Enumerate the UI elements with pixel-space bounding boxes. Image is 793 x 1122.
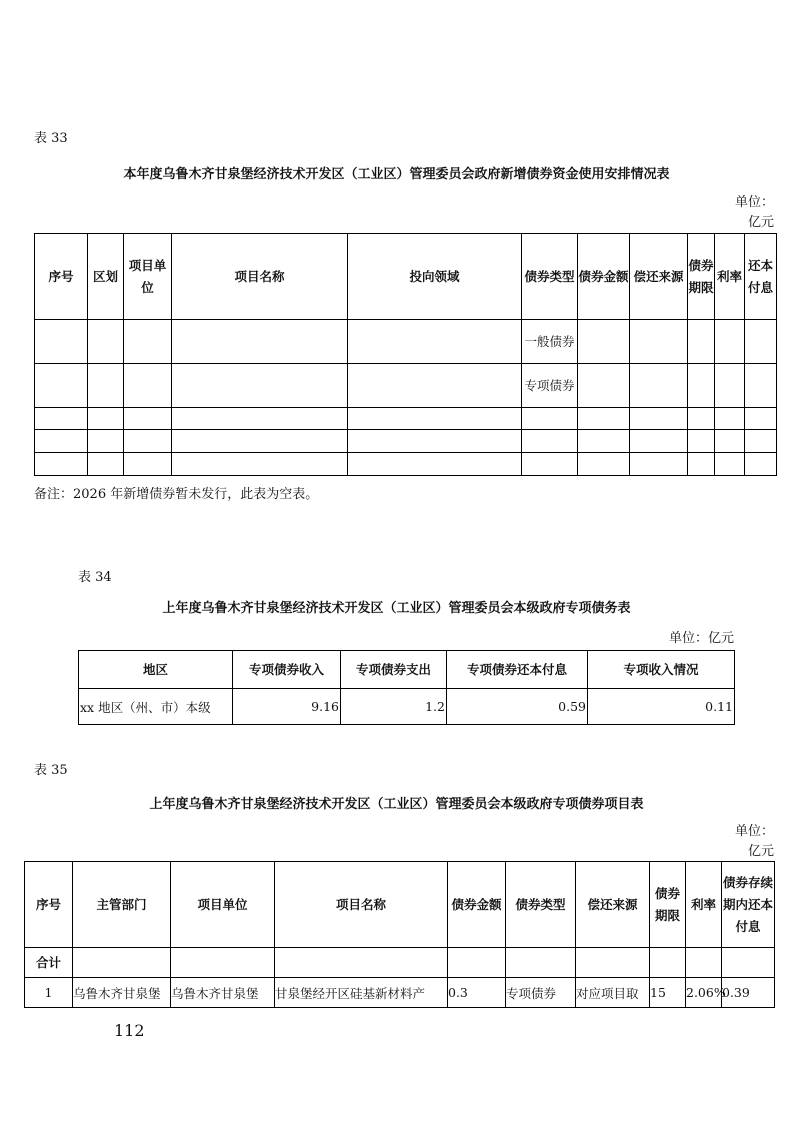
- table-cell: [348, 408, 522, 430]
- table33-header-term: 债券期限: [688, 234, 715, 320]
- table-cell: 1.2: [341, 689, 447, 725]
- table-cell: [630, 430, 688, 453]
- table35-header-amount: 债券金额: [448, 862, 506, 948]
- table33-header-rate: 利率: [715, 234, 745, 320]
- table33-title: 本年度乌鲁木齐甘泉堡经济技术开发区（工业区）管理委员会政府新增债券资金使用安排情况表: [123, 167, 670, 182]
- table33-label: 表 33: [34, 131, 68, 146]
- table-cell: [73, 948, 171, 978]
- table-cell: 0.11: [588, 689, 735, 725]
- table35-header-row: [25, 862, 775, 948]
- table-cell: 0.39: [722, 978, 775, 1008]
- table33-note: 备注：2026 年新增债券暂未发行，此表为空表。: [34, 487, 319, 502]
- table35-label: 表 35: [34, 763, 68, 778]
- table-row: [35, 453, 777, 476]
- table-cell: [88, 320, 124, 364]
- table-cell: [522, 408, 578, 430]
- table-cell: [686, 948, 722, 978]
- table-cell: [722, 948, 775, 978]
- table-cell: 乌鲁木齐甘泉堡: [171, 978, 275, 1008]
- table34-label: 表 34: [78, 570, 112, 585]
- table35-header-department: 主管部门: [73, 862, 171, 948]
- table-cell: [578, 408, 630, 430]
- table-cell: 0.3: [448, 978, 506, 1008]
- table-cell: [124, 453, 172, 476]
- table34-header-repay: 专项债券还本付息: [447, 651, 588, 689]
- table-cell: [688, 453, 715, 476]
- table34-header-region: 地区: [79, 651, 233, 689]
- table-cell: 1: [25, 978, 73, 1008]
- table-cell: [124, 430, 172, 453]
- table33-header-repay: 还本付息: [745, 234, 777, 320]
- table-cell: [124, 320, 172, 364]
- table-cell: [172, 320, 348, 364]
- table-cell: [35, 453, 88, 476]
- table-cell: [88, 408, 124, 430]
- table-cell: [35, 408, 88, 430]
- table33-unit: [735, 193, 774, 233]
- table35-total-label: 合计: [25, 948, 73, 978]
- table-cell: [348, 430, 522, 453]
- table-cell: [715, 430, 745, 453]
- table-cell: 专项债券: [522, 364, 578, 408]
- table33-unit-line1: 单位：: [734, 195, 774, 210]
- table33: [34, 233, 777, 476]
- table-cell: [688, 320, 715, 364]
- table-cell: [88, 430, 124, 453]
- table-cell: [745, 320, 777, 364]
- table-cell: [348, 320, 522, 364]
- table-row: [79, 689, 735, 725]
- table35-header-type: 债券类型: [506, 862, 576, 948]
- table-cell: [630, 320, 688, 364]
- table-cell: [124, 364, 172, 408]
- table-cell: [172, 364, 348, 408]
- table33-header-amount: 债券金额: [578, 234, 630, 320]
- table-cell: [745, 453, 777, 476]
- table34-title: 上年度乌鲁木齐甘泉堡经济技术开发区（工业区）管理委员会本级政府专项债务表: [162, 601, 631, 616]
- table35-unit-line2: 亿元: [747, 844, 774, 859]
- table-cell: [348, 364, 522, 408]
- table35-header-term: 债券期限: [650, 862, 686, 948]
- table35-header-rate: 利率: [686, 862, 722, 948]
- table-cell: [88, 453, 124, 476]
- table34-header-expense: 专项债券支出: [341, 651, 447, 689]
- table-cell: 一般债券: [522, 320, 578, 364]
- table-cell: [745, 430, 777, 453]
- table-cell: [578, 320, 630, 364]
- table33-header-type: 债券类型: [522, 234, 578, 320]
- table-cell: 乌鲁木齐甘泉堡: [73, 978, 171, 1008]
- table-cell: [348, 453, 522, 476]
- table35-total-row: [25, 948, 775, 978]
- table-cell: [745, 408, 777, 430]
- page-number: 112: [114, 1021, 145, 1040]
- table-cell: [522, 453, 578, 476]
- table-row: [35, 430, 777, 453]
- table-cell: [172, 453, 348, 476]
- table-cell: [688, 408, 715, 430]
- table33-header-unit: 项目单位: [124, 234, 172, 320]
- table33-header-field: 投向领域: [348, 234, 522, 320]
- table35-title: 上年度乌鲁木齐甘泉堡经济技术开发区（工业区）管理委员会本级政府专项债券项目表: [149, 797, 644, 812]
- table-cell: [124, 408, 172, 430]
- table-cell: [578, 430, 630, 453]
- table-row: [35, 408, 777, 430]
- table-cell: [630, 364, 688, 408]
- table35-header-repay: 债券存续期内还本付息: [722, 862, 775, 948]
- table-cell: [275, 948, 448, 978]
- table33-header-project: 项目名称: [172, 234, 348, 320]
- table-cell: 2.06%: [686, 978, 722, 1008]
- table33-header-index: 序号: [35, 234, 88, 320]
- table-cell: [171, 948, 275, 978]
- table35-header-unit: 项目单位: [171, 862, 275, 948]
- table-cell: [88, 364, 124, 408]
- table-cell: [688, 364, 715, 408]
- table-cell: 对应项目取: [576, 978, 650, 1008]
- table-cell: 9.16: [233, 689, 341, 725]
- table-row: [35, 320, 777, 364]
- table-cell: [35, 320, 88, 364]
- table35: [24, 861, 775, 1008]
- table-cell: [506, 948, 576, 978]
- table34-header-row: [79, 651, 735, 689]
- table-cell: [630, 453, 688, 476]
- table-cell: [650, 948, 686, 978]
- table-cell: xx 地区（州、市）本级: [79, 689, 233, 725]
- table35-unit-line1: 单位：: [734, 824, 774, 839]
- table-cell: [688, 430, 715, 453]
- table-row: [35, 364, 777, 408]
- table-cell: [578, 364, 630, 408]
- table-cell: [715, 408, 745, 430]
- table-cell: [35, 364, 88, 408]
- table-cell: [576, 948, 650, 978]
- table-cell: [715, 364, 745, 408]
- table34-unit: 单位：亿元: [668, 631, 734, 646]
- table-cell: [715, 320, 745, 364]
- table35-header-source: 偿还来源: [576, 862, 650, 948]
- table35-unit: [735, 822, 774, 862]
- table-cell: [172, 430, 348, 453]
- table34: [78, 650, 735, 725]
- table-row: [25, 978, 775, 1008]
- table-cell: 0.59: [447, 689, 588, 725]
- table-cell: 甘泉堡经开区硅基新材料产: [275, 978, 448, 1008]
- table-cell: [448, 948, 506, 978]
- table35-header-index: 序号: [25, 862, 73, 948]
- table34-header-special-income: 专项收入情况: [588, 651, 735, 689]
- table33-header-region: 区划: [88, 234, 124, 320]
- table-cell: [522, 430, 578, 453]
- table-cell: [578, 453, 630, 476]
- table33-header-row: [35, 234, 777, 320]
- table34-header-income: 专项债券收入: [233, 651, 341, 689]
- table33-unit-line2: 亿元: [747, 215, 774, 230]
- table-cell: [715, 453, 745, 476]
- table-cell: [172, 408, 348, 430]
- table33-header-source: 偿还来源: [630, 234, 688, 320]
- table-cell: [630, 408, 688, 430]
- table-cell: [35, 430, 88, 453]
- table-cell: 15: [650, 978, 686, 1008]
- table-cell: [745, 364, 777, 408]
- table-cell: 专项债券: [506, 978, 576, 1008]
- table35-header-project: 项目名称: [275, 862, 448, 948]
